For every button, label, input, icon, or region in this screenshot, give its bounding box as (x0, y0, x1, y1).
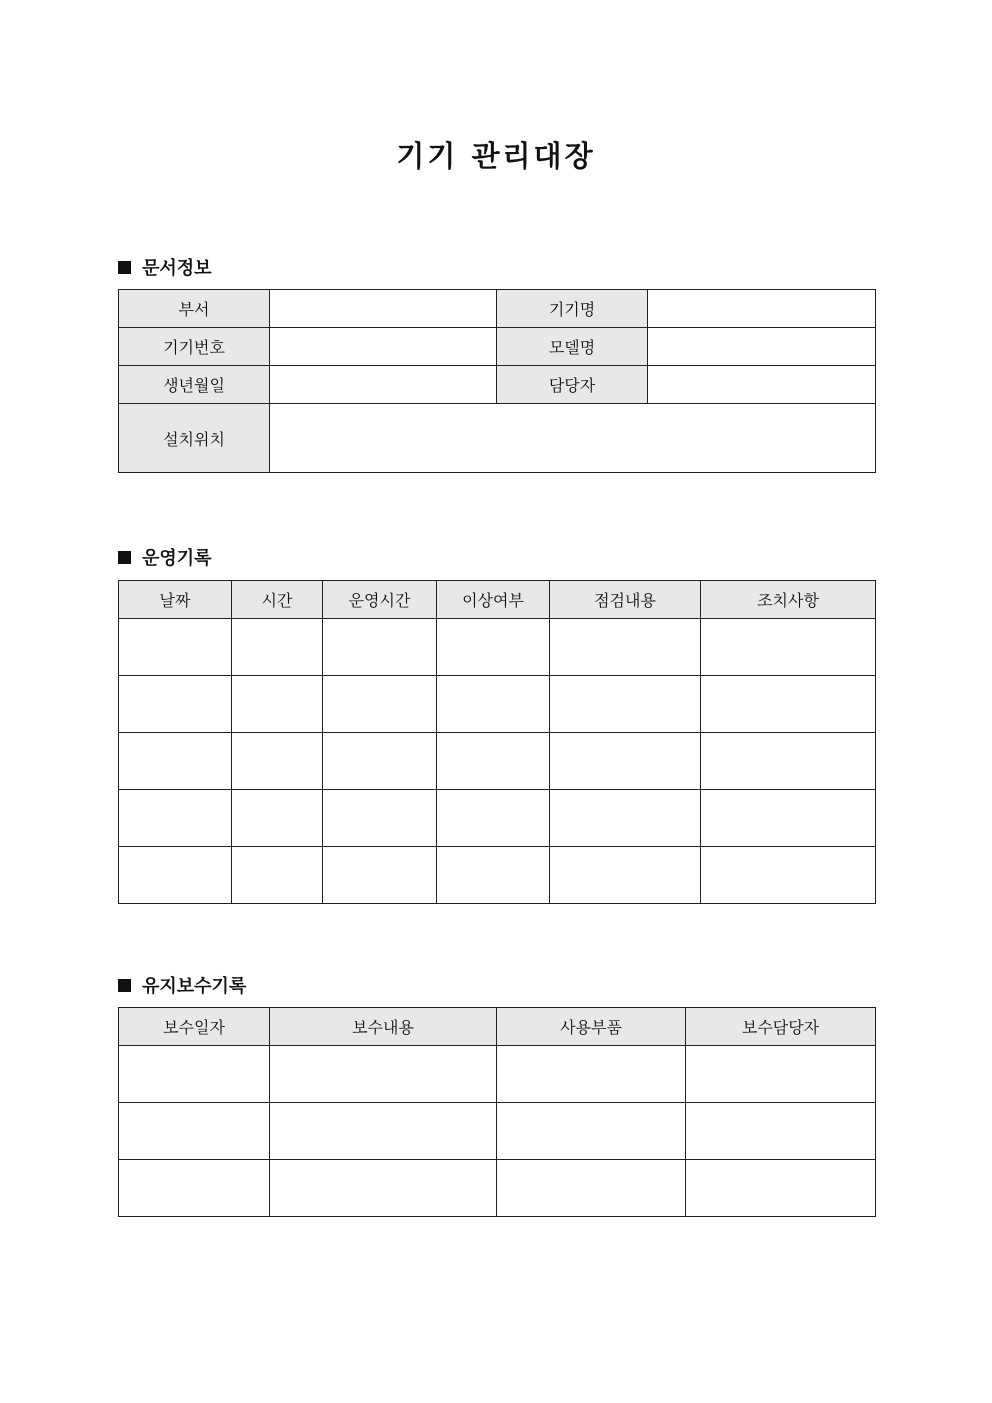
table-cell[interactable] (550, 847, 701, 904)
maintenance-table (118, 1007, 876, 1217)
table-cell[interactable] (437, 676, 550, 733)
table-row (119, 1160, 876, 1217)
table-cell[interactable] (119, 733, 232, 790)
section-heading-doc-info (118, 254, 212, 280)
table-cell[interactable] (437, 733, 550, 790)
location-field[interactable] (270, 404, 876, 473)
black-square-icon (118, 979, 131, 992)
table-cell[interactable] (119, 1160, 270, 1217)
table-cell[interactable] (323, 619, 437, 676)
column-header: 운영시간 (323, 581, 437, 619)
column-header: 이상여부 (437, 581, 550, 619)
model-name-field[interactable] (648, 328, 876, 366)
table-cell[interactable] (119, 676, 232, 733)
table-cell[interactable] (119, 1046, 270, 1103)
table-cell[interactable] (119, 619, 232, 676)
table-cell[interactable] (232, 619, 323, 676)
column-header: 시간 (232, 581, 323, 619)
table-cell[interactable] (270, 1160, 497, 1217)
column-header: 보수내용 (270, 1008, 497, 1046)
column-header: 보수담당자 (686, 1008, 876, 1046)
column-header: 사용부품 (497, 1008, 686, 1046)
table-cell[interactable] (701, 619, 876, 676)
operation-table (118, 580, 876, 904)
table-cell[interactable] (323, 790, 437, 847)
dept-field[interactable] (270, 290, 497, 328)
column-header: 조치사항 (701, 581, 876, 619)
birth-date-field[interactable] (270, 366, 497, 404)
table-cell[interactable] (550, 790, 701, 847)
section-heading-label: 유지보수기록 (142, 976, 247, 997)
table-cell[interactable] (232, 847, 323, 904)
table-row (119, 847, 876, 904)
table-cell[interactable] (686, 1046, 876, 1103)
black-square-icon (118, 551, 131, 564)
table-cell[interactable] (701, 790, 876, 847)
table-cell[interactable] (497, 1160, 686, 1217)
section-heading-operation (118, 544, 212, 570)
doc-info-table (118, 289, 876, 473)
table-cell[interactable] (497, 1103, 686, 1160)
manager-label: 담당자 (497, 366, 648, 404)
birth-date-label: 생년월일 (119, 366, 270, 404)
table-cell[interactable] (550, 733, 701, 790)
section-heading-label: 운영기록 (142, 548, 212, 569)
table-cell[interactable] (232, 733, 323, 790)
model-name-label: 모델명 (497, 328, 648, 366)
section-heading-label: 문서정보 (142, 258, 212, 279)
table-cell[interactable] (232, 676, 323, 733)
device-name-label: 기기명 (497, 290, 648, 328)
device-name-field[interactable] (648, 290, 876, 328)
column-header: 보수일자 (119, 1008, 270, 1046)
section-heading-maintenance (118, 972, 246, 998)
column-header: 점검내용 (550, 581, 701, 619)
black-square-icon (118, 261, 131, 274)
device-no-label: 기기번호 (119, 328, 270, 366)
table-cell[interactable] (437, 790, 550, 847)
table-row (119, 790, 876, 847)
table-cell[interactable] (701, 676, 876, 733)
column-header: 날짜 (119, 581, 232, 619)
table-row (119, 676, 876, 733)
table-cell[interactable] (119, 847, 232, 904)
location-label: 설치위치 (119, 404, 270, 473)
table-cell[interactable] (686, 1160, 876, 1217)
table-cell[interactable] (437, 847, 550, 904)
table-row (119, 619, 876, 676)
table-row (119, 733, 876, 790)
table-cell[interactable] (270, 1103, 497, 1160)
table-cell[interactable] (550, 619, 701, 676)
table-row (119, 1103, 876, 1160)
table-cell[interactable] (701, 847, 876, 904)
table-cell[interactable] (437, 619, 550, 676)
table-cell[interactable] (686, 1103, 876, 1160)
table-row (119, 1046, 876, 1103)
table-cell[interactable] (701, 733, 876, 790)
table-cell[interactable] (119, 790, 232, 847)
table-cell[interactable] (323, 676, 437, 733)
table-cell[interactable] (550, 676, 701, 733)
page-title: 기기 관리대장 (396, 139, 596, 173)
device-no-field[interactable] (270, 328, 497, 366)
table-cell[interactable] (323, 733, 437, 790)
table-cell[interactable] (323, 847, 437, 904)
table-cell[interactable] (119, 1103, 270, 1160)
table-cell[interactable] (232, 790, 323, 847)
manager-field[interactable] (648, 366, 876, 404)
table-cell[interactable] (497, 1046, 686, 1103)
dept-label: 부서 (119, 290, 270, 328)
table-cell[interactable] (270, 1046, 497, 1103)
